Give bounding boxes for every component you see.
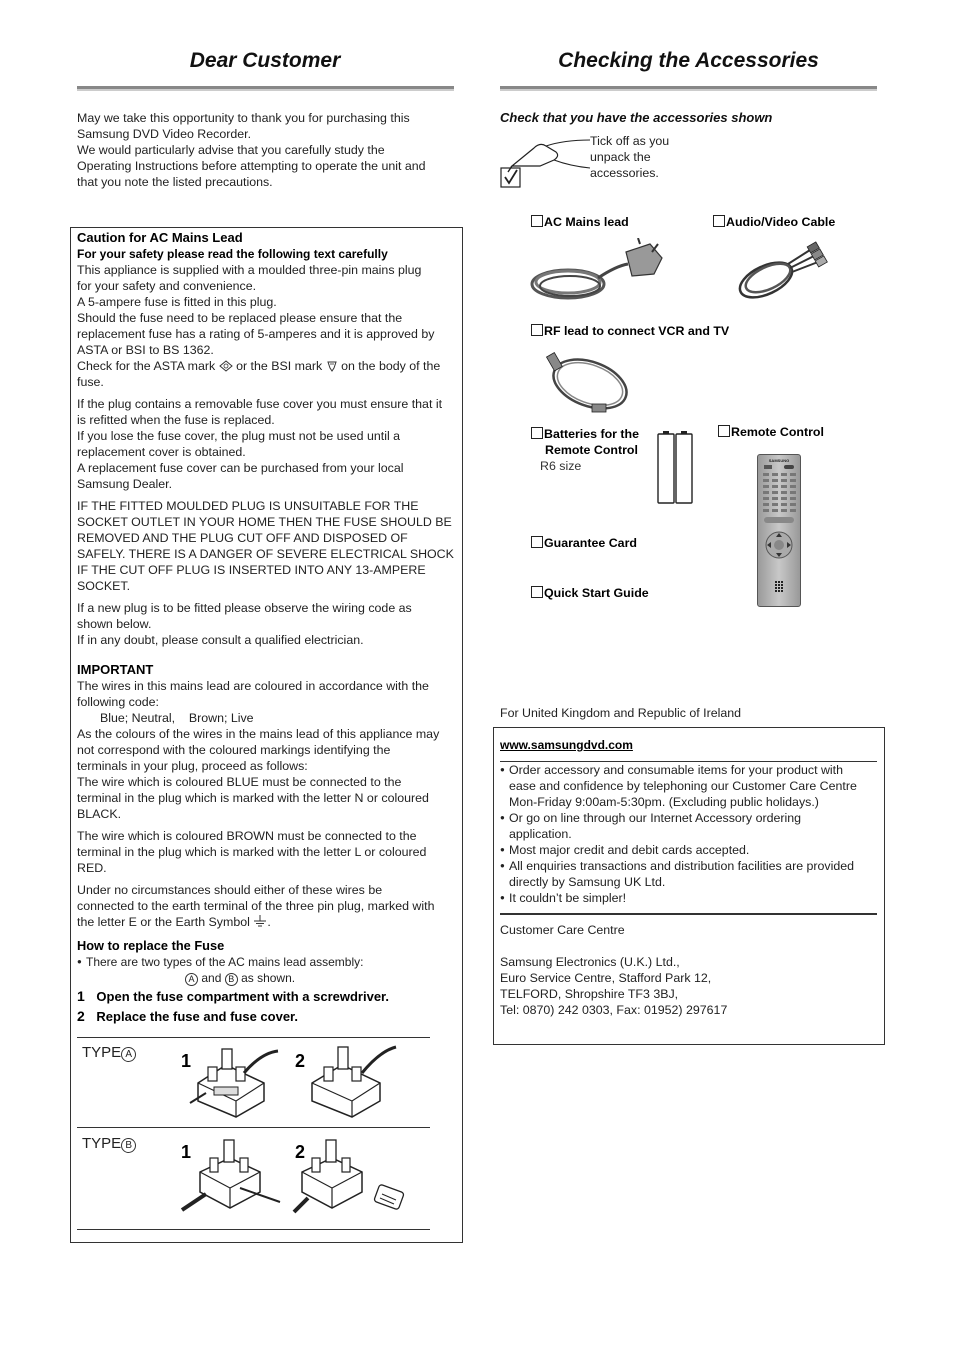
caution-content [77, 230, 457, 1025]
caution-line: replacement fuse has a rating of 5-amperes and it is approved by [77, 327, 435, 341]
plug-type-b-closed-illustration [292, 1132, 410, 1222]
mark-text-a: Check for the ASTA mark [77, 359, 216, 373]
caution-line: ASTA or BSI to BS 1362. [77, 343, 214, 357]
accessory-ac-mains[interactable] [531, 214, 629, 230]
important-line: terminals in your plug, proceed as follows: [77, 759, 308, 773]
checkbox-remote[interactable] [718, 425, 730, 437]
warning-line: REMOVED AND THE PLUG CUT OFF AND DISPOSED OF [77, 531, 408, 545]
asta-mark-icon [219, 360, 233, 372]
plug-type-b-open-illustration [180, 1132, 285, 1222]
fig-b-step-2: 2 [295, 1142, 306, 1162]
important-line: As the colours of the wires in the mains lead of this appliance may [77, 727, 440, 741]
audio-video-cable-illustration [732, 240, 828, 304]
caution-line: A 5-ampere fuse is fitted in this plug. [77, 295, 277, 309]
checkbox-rf-lead[interactable] [531, 324, 543, 336]
type-a-label: TYPE A [82, 1045, 136, 1062]
caution-line: Samsung Dealer. [77, 477, 173, 491]
caution-line: fuse. [77, 375, 104, 389]
caution-line: This appliance is supplied with a moulded three-pin mains plug [77, 263, 422, 277]
bullet-cont: ease and confidence by telephoning our Customer Care Centre [509, 779, 857, 793]
accessory-label: Audio/Video Cable [726, 215, 836, 229]
step-text: Replace the fuse and fuse cover. [96, 1009, 298, 1024]
warning-line: IF THE FITTED MOULDED PLUG IS UNSUITABLE FOR THE [77, 499, 419, 513]
accessory-remote[interactable] [718, 424, 824, 440]
important-line: terminal in the plug which is marked with the letter L or coloured [77, 845, 427, 859]
accessory-batteries[interactable] [531, 426, 639, 474]
bsi-mark-icon [326, 360, 338, 372]
accessory-label: Guarantee Card [544, 536, 637, 550]
caution-line: If in any doubt, please consult a qualified electrician. [77, 633, 364, 647]
checkbox-av-cable[interactable] [713, 215, 725, 227]
address-line: Euro Service Centre, Stafford Park 12, [500, 971, 712, 985]
accessory-label: Remote Control [731, 425, 824, 439]
page-title-checking-accessories: Checking the Accessories [558, 49, 819, 72]
tick-note-line: unpack the [590, 150, 651, 164]
caution-mark-line [77, 358, 457, 374]
bullet-cont: application. [509, 827, 572, 841]
batteries-illustration [656, 431, 694, 505]
important-line: The wire which is coloured BROWN must be connected to the [77, 829, 417, 843]
intro-line: that you note the listed precautions. [77, 175, 273, 189]
region-note: For United Kingdom and Republic of Ireland [500, 706, 742, 720]
accessory-quick-start[interactable] [531, 585, 649, 601]
accessory-label: Batteries for the [544, 427, 640, 441]
address-line: TELFORD, Shropshire TF3 3BJ, [500, 987, 679, 1001]
address-line: Samsung Electronics (U.K.) Ltd., [500, 955, 680, 969]
wire-code: Blue; Neutral, Brown; Live [100, 711, 254, 725]
caution-line: If a new plug is to be fitted please observe the wiring code as [77, 601, 412, 615]
page-title-dear-customer: Dear Customer [189, 49, 341, 72]
important-line: not correspond with the coloured markings identifying the [77, 743, 391, 757]
important-line: The wires in this mains lead are coloured in accordance with the [77, 679, 429, 693]
fuse-title: How to replace the Fuse [77, 938, 225, 953]
fig-b-step-1: 1 [181, 1142, 192, 1162]
care-centre [500, 922, 727, 1018]
tick-note-line: accessories. [590, 166, 659, 180]
earth-text: the letter E or the Earth Symbol [77, 915, 250, 929]
type-b-label: TYPE B [82, 1136, 136, 1153]
address-line: Tel: 0870) 242 0303, Fax: 01952) 297617 [500, 1003, 728, 1017]
accessory-label: RF lead to connect VCR and TV [544, 324, 730, 338]
title-rule-left [77, 86, 454, 91]
contact-rule-mid [500, 913, 877, 915]
contact-bullets [500, 762, 880, 906]
intro-line: Samsung DVD Video Recorder. [77, 127, 252, 141]
step-text: Open the fuse compartment with a screwdriver. [96, 989, 390, 1004]
fuse-bullet: ● There are two types of the AC mains lead assembly: [77, 954, 457, 970]
caution-line: for your safety and convenience. [77, 279, 257, 293]
warning-line: SOCKET. [77, 579, 131, 593]
caution-line: If the plug contains a removable fuse cover you must ensure that it [77, 397, 443, 411]
hand-tick-icon [500, 136, 592, 190]
important-line: connected to the earth terminal of the three pin plug, marked with [77, 899, 435, 913]
accessory-label: AC Mains lead [544, 215, 629, 229]
accessory-guarantee[interactable] [531, 535, 637, 551]
rf-lead-illustration [546, 350, 634, 418]
mark-text-b: or the BSI mark [236, 359, 323, 373]
type-b-badge: B [225, 973, 238, 986]
caution-line: If you lose the fuse cover, the plug must not be used until a [77, 429, 401, 443]
bullet-cont: directly by Samsung UK Ltd. [509, 875, 666, 889]
remote-control-illustration [757, 454, 801, 607]
important-line: Under no circumstances should either of these wires be [77, 883, 383, 897]
caution-line: is refitted when the fuse is replaced. [77, 413, 275, 427]
fuse-types-and: and [201, 971, 222, 985]
fig-a-step-2: 2 [295, 1051, 306, 1071]
important-line: RED. [77, 861, 107, 875]
step-number: 2 [77, 1008, 85, 1024]
fig-rule-bottom [77, 1229, 430, 1230]
caution-subtitle: For your safety please read the following text carefully [77, 247, 388, 261]
remote-brand: SAMSUNG [768, 458, 790, 463]
important-line: terminal in the plug which is marked with the letter N or coloured [77, 791, 429, 805]
type-a-letter: A [121, 1047, 136, 1062]
batteries-size: R6 size [540, 459, 582, 473]
checkbox-quick-start[interactable] [531, 586, 543, 598]
accessory-label-line2: Remote Control [545, 443, 638, 457]
check-heading: Check that you have the accessories shown [500, 110, 773, 125]
tick-note-line: Tick off as you [590, 134, 670, 148]
accessory-av-cable[interactable] [713, 214, 835, 230]
checkbox-batteries[interactable] [531, 427, 543, 439]
important-line-earth: the letter E or the Earth Symbol . [77, 915, 271, 929]
caution-line: Should the fuse need to be replaced please ensure that the [77, 311, 403, 325]
important-title: IMPORTANT [77, 662, 154, 677]
tick-note [590, 133, 669, 181]
fuse-types-line [77, 970, 457, 986]
website-link[interactable]: www.samsungdvd.com [500, 738, 633, 752]
important-line: following code: [77, 695, 159, 709]
earth-symbol-icon [253, 915, 267, 927]
accessory-label: Quick Start Guide [544, 586, 649, 600]
accessory-rf-lead[interactable] [531, 323, 729, 339]
type-a-badge: A [185, 973, 198, 986]
fig-rule-top [77, 1037, 430, 1038]
fig-rule-mid [77, 1127, 430, 1128]
bullet-cont: Mon-Friday 9:00am-5:30pm. (Excluding public holidays.) [509, 795, 819, 809]
intro-line: May we take this opportunity to thank you for purchasing this [77, 111, 410, 125]
step-1 [77, 988, 457, 1005]
caution-line: replacement cover is obtained. [77, 445, 246, 459]
title-rule-right [500, 86, 877, 91]
bullet-item: ● Or go on line through our Internet Accessory ordering [500, 810, 880, 826]
warning-line: IF THE CUT OFF PLUG IS INSERTED INTO ANY 13-AMPERE [77, 563, 426, 577]
mark-text-c: on the body of the [341, 359, 441, 373]
checkbox-guarantee[interactable] [531, 536, 543, 548]
intro-text [77, 110, 457, 190]
ac-mains-lead-illustration [528, 238, 664, 306]
warning-line: SAFELY. THERE IS A DANGER OF SEVERE ELECTRICAL SHOCK [77, 547, 454, 561]
bullet-item: ● Most major credit and debit cards accepted. [500, 842, 880, 858]
bullet-item: ● All enquiries transactions and distribution facilities are provided [500, 858, 880, 874]
plug-type-a-closed-illustration [302, 1043, 402, 1121]
bullet-item: ● Order accessory and consumable items for your product with [500, 762, 880, 778]
remote-buttons-icon [758, 463, 800, 603]
bullet-item: ● It couldn’t be simpler! [500, 890, 880, 906]
step-2 [77, 1008, 457, 1025]
caution-title: Caution for AC Mains Lead [77, 230, 243, 245]
checkbox-ac-mains[interactable] [531, 215, 543, 227]
intro-line: Operating Instructions before attempting to operate the unit and [77, 159, 426, 173]
important-line: The wire which is coloured BLUE must be connected to the [77, 775, 402, 789]
care-title: Customer Care Centre [500, 923, 625, 937]
fig-a-step-1: 1 [181, 1051, 192, 1071]
intro-line: We would particularly advise that you carefully study the [77, 143, 385, 157]
type-b-letter: B [121, 1138, 136, 1153]
fuse-types-end: as shown. [241, 971, 296, 985]
caution-line: A replacement fuse cover can be purchased from your local [77, 461, 404, 475]
step-number: 1 [77, 988, 85, 1004]
caution-line: shown below. [77, 617, 152, 631]
plug-type-a-open-illustration [186, 1043, 286, 1121]
warning-line: SOCKET OUTLET IN YOUR HOME THEN THE FUSE SHOULD BE [77, 515, 452, 529]
important-line: BLACK. [77, 807, 122, 821]
